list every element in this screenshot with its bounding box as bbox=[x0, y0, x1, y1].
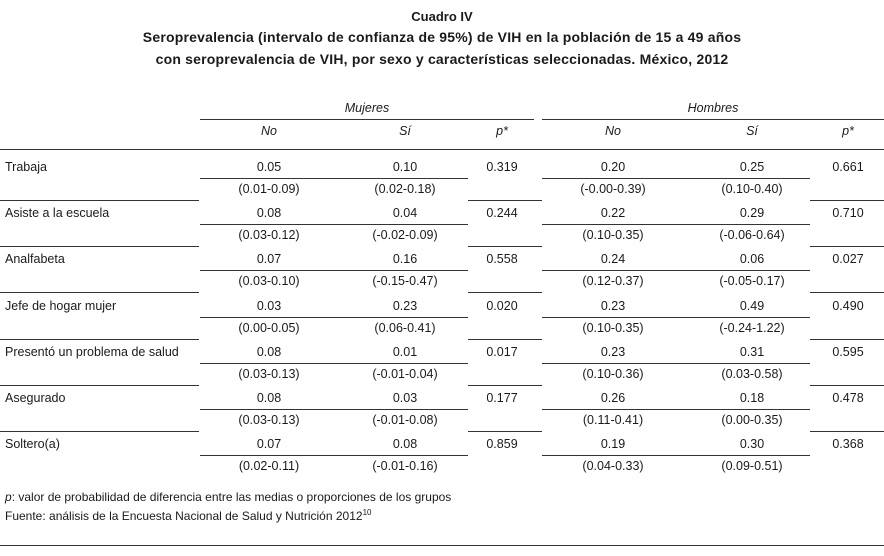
row-divider bbox=[0, 339, 199, 340]
row-label: Jefe de hogar mujer bbox=[5, 299, 117, 313]
ci-cell: (-0.01-0.08) bbox=[372, 413, 438, 427]
table-caption: Cuadro IV bbox=[411, 9, 473, 24]
footnote-source bbox=[5, 508, 371, 523]
ci-cell: (-0.01-0.04) bbox=[372, 367, 438, 381]
ci-divider bbox=[542, 363, 810, 364]
value-cell: 0.23 bbox=[600, 345, 626, 359]
value-cell: 0.859 bbox=[486, 437, 518, 451]
column-header-hombres-no: No bbox=[605, 124, 621, 138]
ci-cell: (0.02-0.18) bbox=[374, 182, 436, 196]
ci-cell: (0.03-0.12) bbox=[238, 228, 300, 242]
ci-divider bbox=[542, 178, 810, 179]
value-cell: 0.017 bbox=[486, 345, 518, 359]
value-cell: 0.16 bbox=[392, 252, 418, 266]
table-title-line-2: con seroprevalencia de VIH, por sexo y características seleccionadas. México, 2012 bbox=[155, 51, 729, 67]
ci-divider bbox=[200, 224, 468, 225]
row-divider bbox=[810, 200, 884, 201]
value-cell: 0.244 bbox=[486, 206, 518, 220]
value-cell: 0.03 bbox=[256, 299, 282, 313]
value-cell: 0.027 bbox=[832, 252, 864, 266]
value-cell: 0.23 bbox=[600, 299, 626, 313]
row-divider bbox=[810, 431, 884, 432]
row-label: Presentó un problema de salud bbox=[5, 345, 179, 359]
row-label: Trabaja bbox=[5, 160, 47, 174]
row-divider bbox=[0, 385, 199, 386]
footnote-source-text: Fuente: análisis de la Encuesta Nacional de Salud y Nutrición 2012 bbox=[5, 509, 363, 523]
table-title-line-1: Seroprevalencia (intervalo de confianza de 95%) de VIH en la población de 15 a 49 años bbox=[142, 29, 742, 45]
footnote-source-ref: 10 bbox=[362, 508, 372, 517]
row-label: Soltero(a) bbox=[5, 437, 60, 451]
footnote-p-symbol: p bbox=[5, 490, 12, 504]
footnote-p-text: : valor de probabilidad de diferencia entre las medias o proporciones de los grupos bbox=[11, 490, 452, 504]
value-cell: 0.30 bbox=[739, 437, 765, 451]
value-cell: 0.595 bbox=[832, 345, 864, 359]
row-label: Asegurado bbox=[5, 391, 66, 405]
value-cell: 0.319 bbox=[486, 160, 518, 174]
ci-cell: (0.10-0.36) bbox=[582, 367, 644, 381]
row-divider bbox=[468, 292, 542, 293]
group-underline-hombres bbox=[542, 119, 884, 120]
value-cell: 0.01 bbox=[392, 345, 418, 359]
value-cell: 0.368 bbox=[832, 437, 864, 451]
ci-cell: (0.09-0.51) bbox=[721, 459, 783, 473]
value-cell: 0.710 bbox=[832, 206, 864, 220]
value-cell: 0.10 bbox=[392, 160, 418, 174]
ci-cell: (0.10-0.35) bbox=[582, 228, 644, 242]
value-cell: 0.07 bbox=[256, 437, 282, 451]
value-cell: 0.19 bbox=[600, 437, 626, 451]
row-divider bbox=[0, 246, 199, 247]
ci-cell: (0.10-0.35) bbox=[582, 321, 644, 335]
value-cell: 0.478 bbox=[832, 391, 864, 405]
ci-cell: (-0.15-0.47) bbox=[372, 274, 438, 288]
bottom-rule bbox=[0, 545, 884, 546]
ci-divider bbox=[200, 317, 468, 318]
value-cell: 0.05 bbox=[256, 160, 282, 174]
value-cell: 0.24 bbox=[600, 252, 626, 266]
value-cell: 0.08 bbox=[392, 437, 418, 451]
footnote-p bbox=[5, 490, 451, 504]
ci-cell: (0.12-0.37) bbox=[582, 274, 644, 288]
ci-cell: (-0.00-0.39) bbox=[580, 182, 646, 196]
ci-cell: (0.03-0.13) bbox=[238, 413, 300, 427]
ci-cell: (-0.06-0.64) bbox=[719, 228, 785, 242]
value-cell: 0.31 bbox=[739, 345, 765, 359]
ci-divider bbox=[200, 178, 468, 179]
row-divider bbox=[468, 431, 542, 432]
ci-cell: (0.00-0.05) bbox=[238, 321, 300, 335]
ci-cell: (-0.05-0.17) bbox=[719, 274, 785, 288]
value-cell: 0.49 bbox=[739, 299, 765, 313]
value-cell: 0.177 bbox=[486, 391, 518, 405]
ci-cell: (0.06-0.41) bbox=[374, 321, 436, 335]
ci-cell: (0.11-0.41) bbox=[582, 413, 644, 427]
row-divider bbox=[0, 292, 199, 293]
row-divider bbox=[810, 385, 884, 386]
ci-divider bbox=[200, 409, 468, 410]
row-divider bbox=[468, 385, 542, 386]
value-cell: 0.08 bbox=[256, 206, 282, 220]
ci-cell: (0.00-0.35) bbox=[721, 413, 783, 427]
group-header-hombres: Hombres bbox=[687, 101, 739, 115]
ci-cell: (0.04-0.33) bbox=[582, 459, 644, 473]
group-underline-mujeres bbox=[200, 119, 534, 120]
ci-cell: (0.01-0.09) bbox=[238, 182, 300, 196]
ci-divider bbox=[200, 363, 468, 364]
ci-divider bbox=[542, 409, 810, 410]
ci-cell: (0.02-0.11) bbox=[238, 459, 300, 473]
column-header-mujeres-si: Sí bbox=[399, 124, 411, 138]
row-label: Asiste a la escuela bbox=[5, 206, 110, 220]
value-cell: 0.03 bbox=[392, 391, 418, 405]
value-cell: 0.08 bbox=[256, 345, 282, 359]
column-header-mujeres-no: No bbox=[261, 124, 277, 138]
value-cell: 0.020 bbox=[486, 299, 518, 313]
value-cell: 0.22 bbox=[600, 206, 626, 220]
ci-cell: (-0.24-1.22) bbox=[719, 321, 785, 335]
value-cell: 0.23 bbox=[392, 299, 418, 313]
ci-cell: (0.10-0.40) bbox=[721, 182, 783, 196]
ci-cell: (-0.02-0.09) bbox=[372, 228, 438, 242]
ci-divider bbox=[200, 455, 468, 456]
value-cell: 0.20 bbox=[600, 160, 626, 174]
value-cell: 0.558 bbox=[486, 252, 518, 266]
value-cell: 0.04 bbox=[392, 206, 418, 220]
value-cell: 0.07 bbox=[256, 252, 282, 266]
ci-cell: (0.03-0.13) bbox=[238, 367, 300, 381]
ci-divider bbox=[542, 455, 810, 456]
ci-cell: (-0.01-0.16) bbox=[372, 459, 438, 473]
row-divider bbox=[468, 246, 542, 247]
header-rule bbox=[0, 149, 884, 150]
row-divider bbox=[0, 431, 199, 432]
row-label: Analfabeta bbox=[5, 252, 65, 266]
value-cell: 0.18 bbox=[739, 391, 765, 405]
value-cell: 0.29 bbox=[739, 206, 765, 220]
row-divider bbox=[0, 200, 199, 201]
column-header-hombres-p: p* bbox=[842, 124, 854, 138]
row-divider bbox=[468, 339, 542, 340]
row-divider bbox=[810, 339, 884, 340]
group-header-mujeres: Mujeres bbox=[344, 101, 390, 115]
ci-divider bbox=[542, 224, 810, 225]
value-cell: 0.26 bbox=[600, 391, 626, 405]
row-divider bbox=[468, 200, 542, 201]
ci-cell: (0.03-0.10) bbox=[238, 274, 300, 288]
value-cell: 0.08 bbox=[256, 391, 282, 405]
row-divider bbox=[810, 292, 884, 293]
ci-cell: (0.03-0.58) bbox=[721, 367, 783, 381]
value-cell: 0.25 bbox=[739, 160, 765, 174]
row-divider bbox=[810, 246, 884, 247]
column-header-hombres-si: Sí bbox=[746, 124, 758, 138]
column-header-mujeres-p: p* bbox=[496, 124, 508, 138]
value-cell: 0.490 bbox=[832, 299, 864, 313]
value-cell: 0.661 bbox=[832, 160, 864, 174]
ci-divider bbox=[542, 270, 810, 271]
value-cell: 0.06 bbox=[739, 252, 765, 266]
ci-divider bbox=[200, 270, 468, 271]
ci-divider bbox=[542, 317, 810, 318]
